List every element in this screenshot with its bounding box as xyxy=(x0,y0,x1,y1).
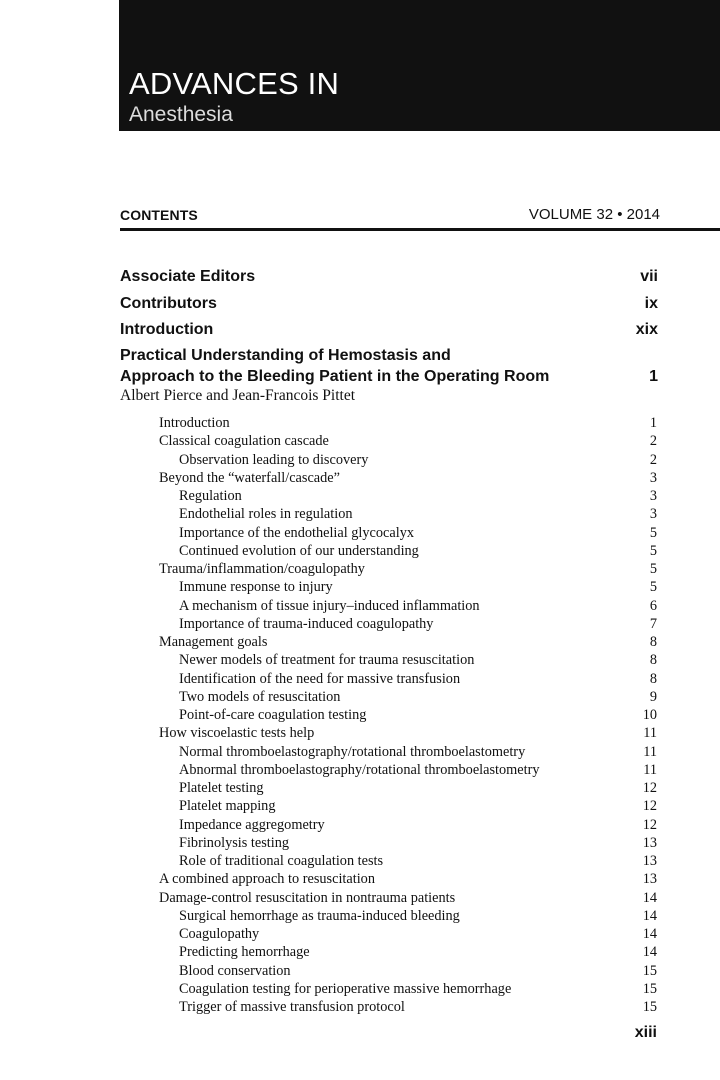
toc-entry xyxy=(0,524,720,542)
toc-entry xyxy=(0,907,720,925)
contents-label: CONTENTS xyxy=(120,207,198,223)
toc-entry-title: Role of traditional coagulation tests xyxy=(179,853,384,869)
toc-entry-page: 1 xyxy=(649,415,657,431)
article-authors: Albert Pierce and Jean-Francois Pittet xyxy=(120,387,356,404)
toc-entry-title: Damage-control resuscitation in nontrauma patients xyxy=(159,889,456,906)
toc-entry-page: 11 xyxy=(643,761,657,778)
toc-entry-title: Platelet mapping xyxy=(179,798,276,815)
toc-entry xyxy=(0,962,720,980)
toc-entry-title: Platelet testing xyxy=(179,780,264,796)
toc-entry-page: 11 xyxy=(643,725,657,742)
toc-entry-page: 14 xyxy=(642,889,657,906)
toc-entry-page: 3 xyxy=(649,488,657,504)
toc-list xyxy=(0,414,720,1016)
toc-entry-title: Trauma/inflammation/coagulopathy xyxy=(159,561,365,577)
series-banner xyxy=(119,0,720,131)
toc-entry-page: 5 xyxy=(649,542,657,559)
toc-entry-title: Observation leading to discovery xyxy=(179,451,369,468)
toc-entry-title: Immune response to injury xyxy=(179,579,333,596)
toc-entry xyxy=(0,852,720,870)
toc-entry-page: 14 xyxy=(642,944,657,961)
toc-entry-page: 15 xyxy=(642,962,657,979)
toc-entry-title: Identification of the need for massive transfusion xyxy=(179,670,461,687)
toc-entry xyxy=(0,688,720,706)
page-folio: xiii xyxy=(634,1024,657,1041)
toc-entry xyxy=(0,414,720,432)
toc-entry-title: Two models of resuscitation xyxy=(179,688,341,705)
toc-entry-page: 14 xyxy=(642,926,657,942)
toc-entry-title: Management goals xyxy=(159,634,268,650)
article-title xyxy=(120,345,658,387)
toc-entry-page: 13 xyxy=(642,834,657,851)
toc-entry xyxy=(0,724,720,742)
toc-entry-page: 6 xyxy=(649,597,657,614)
toc-entry xyxy=(0,889,720,907)
volume-label: VOLUME 32 • 2014 xyxy=(528,206,660,223)
toc-entry-title: Abnormal thromboelastography/rotational thromboelastometry xyxy=(179,761,540,778)
toc-entry-page: 2 xyxy=(649,433,657,450)
toc-entry-page: 10 xyxy=(642,707,657,723)
entry-title: Associate Editors xyxy=(120,268,256,285)
toc-entry xyxy=(0,633,720,651)
toc-entry-title: Importance of the endothelial glycocalyx xyxy=(179,524,415,541)
article-title-line1: Practical Understanding of Hemostasis and xyxy=(120,347,451,364)
article-title-line2: Approach to the Bleeding Patient in the Operating Room xyxy=(120,368,550,385)
toc-entry-page: 12 xyxy=(642,816,657,833)
toc-entry-title: Normal thromboelastography/rotational thromboelastometry xyxy=(179,743,526,760)
front-matter-entry xyxy=(120,266,658,287)
entry-title: Contributors xyxy=(120,295,217,312)
toc-entry-title: Regulation xyxy=(179,488,242,504)
toc-entry-title: Predicting hemorrhage xyxy=(179,944,310,961)
article-page: 1 xyxy=(649,368,658,385)
toc-entry xyxy=(0,487,720,505)
toc-entry-page: 15 xyxy=(642,999,657,1015)
toc-entry-title: Coagulopathy xyxy=(179,926,260,942)
entry-page: xix xyxy=(635,321,658,338)
header-rule xyxy=(120,228,720,231)
toc-entry xyxy=(0,432,720,450)
toc-entry xyxy=(0,670,720,688)
toc-entry xyxy=(0,816,720,834)
toc-entry-page: 8 xyxy=(649,670,657,687)
toc-entry-title: How viscoelastic tests help xyxy=(159,725,315,742)
toc-entry-title: Surgical hemorrhage as trauma-induced bleeding xyxy=(179,907,460,924)
toc-entry xyxy=(0,615,720,633)
toc-entry-title: Impedance aggregometry xyxy=(179,816,325,833)
toc-entry-title: Point-of-care coagulation testing xyxy=(179,707,367,723)
toc-entry-title: Continued evolution of our understanding xyxy=(179,542,419,559)
toc-entry-page: 11 xyxy=(643,743,657,760)
entry-page: vii xyxy=(640,268,658,285)
toc-entry-title: A mechanism of tissue injury–induced inflammation xyxy=(179,597,480,614)
toc-entry-title: Trigger of massive transfusion protocol xyxy=(179,999,405,1015)
toc-entry xyxy=(0,797,720,815)
front-matter-entry xyxy=(120,293,658,314)
toc-entry xyxy=(0,779,720,797)
toc-entry xyxy=(0,469,720,487)
toc-entry xyxy=(0,761,720,779)
toc-entry-title: A combined approach to resuscitation xyxy=(159,871,375,888)
toc-entry-page: 12 xyxy=(642,798,657,815)
front-matter-entry xyxy=(120,319,658,340)
toc-entry-page: 12 xyxy=(642,780,657,796)
toc-entry xyxy=(0,980,720,998)
toc-entry-title: Introduction xyxy=(159,415,230,431)
toc-entry-page: 5 xyxy=(649,579,657,596)
toc-entry-page: 7 xyxy=(649,615,657,632)
toc-entry-page: 13 xyxy=(642,871,657,888)
entry-page: ix xyxy=(644,295,658,312)
toc-entry xyxy=(0,451,720,469)
toc-entry-title: Classical coagulation cascade xyxy=(159,433,329,450)
toc-entry-page: 13 xyxy=(642,853,657,869)
toc-entry xyxy=(0,560,720,578)
toc-entry-page: 3 xyxy=(649,469,657,486)
toc-entry xyxy=(0,542,720,560)
series-title: ADVANCES IN xyxy=(129,66,340,101)
series-subtitle: Anesthesia xyxy=(129,103,233,126)
toc-entry-page: 2 xyxy=(649,451,657,468)
toc-entry xyxy=(0,651,720,669)
toc-entry-title: Fibrinolysis testing xyxy=(179,834,290,851)
toc-entry-page: 5 xyxy=(649,561,657,577)
toc-entry-title: Importance of trauma-induced coagulopathy xyxy=(179,615,434,632)
toc-entry xyxy=(0,597,720,615)
toc-entry-page: 15 xyxy=(642,980,657,997)
toc-entry xyxy=(0,998,720,1016)
toc-entry-page: 3 xyxy=(649,506,657,523)
toc-entry-page: 5 xyxy=(649,524,657,541)
toc-entry-title: Coagulation testing for perioperative massive hemorrhage xyxy=(179,980,512,997)
toc-entry-page: 8 xyxy=(649,652,657,669)
toc-entry xyxy=(0,743,720,761)
toc-entry-title: Blood conservation xyxy=(179,962,291,979)
toc-entry xyxy=(0,578,720,596)
contents-header xyxy=(120,205,660,229)
toc-entry xyxy=(0,706,720,724)
toc-entry-page: 9 xyxy=(649,688,657,705)
toc-entry-title: Beyond the “waterfall/cascade” xyxy=(159,469,340,486)
toc-entry-page: 14 xyxy=(642,907,657,924)
toc-entry xyxy=(0,505,720,523)
entry-title: Introduction xyxy=(120,321,214,338)
toc-entry xyxy=(0,925,720,943)
toc-entry-title: Endothelial roles in regulation xyxy=(179,506,353,523)
toc-entry-page: 8 xyxy=(649,634,657,650)
toc-entry xyxy=(0,834,720,852)
toc-entry xyxy=(0,870,720,888)
toc-entry-title: Newer models of treatment for trauma resuscitation xyxy=(179,652,475,669)
toc-entry xyxy=(0,943,720,961)
